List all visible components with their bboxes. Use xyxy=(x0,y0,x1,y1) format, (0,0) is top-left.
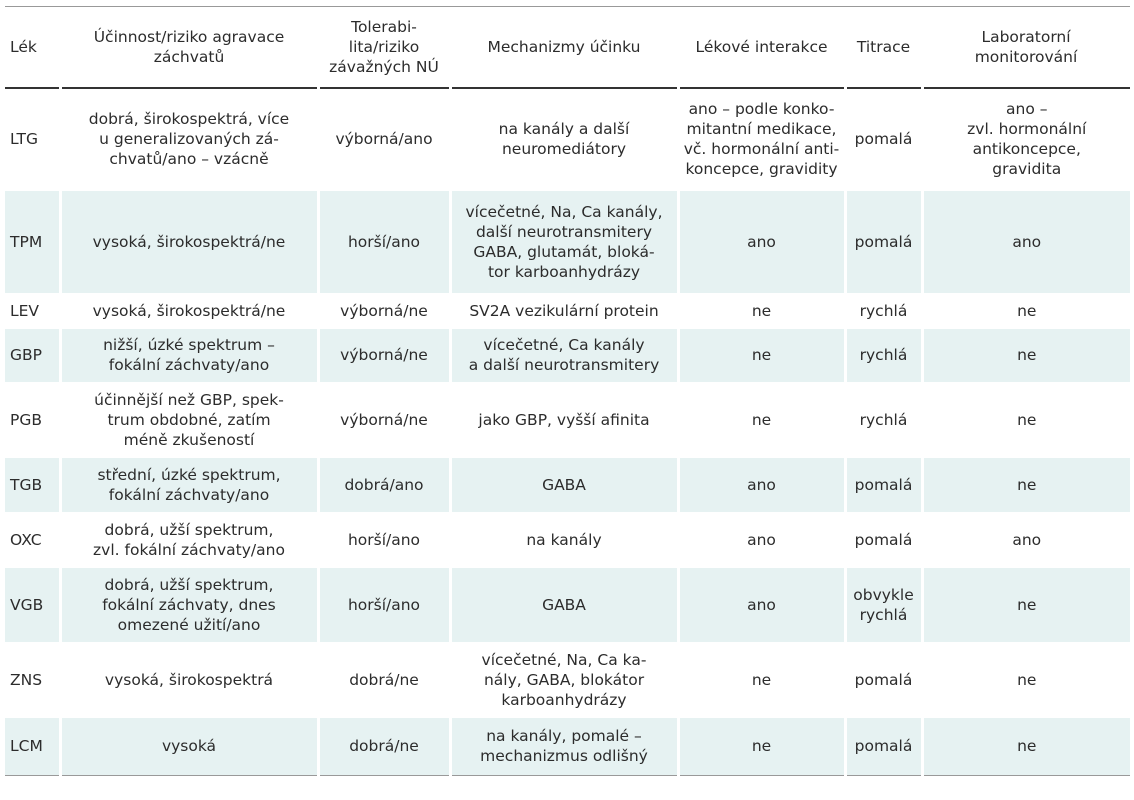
monitoring-cell: ne xyxy=(922,457,1130,512)
drug-cell: OXC xyxy=(5,512,60,567)
interactions-cell: ne xyxy=(678,642,845,717)
titration-cell: rychlá xyxy=(845,328,922,382)
efficacy-cell: nižší, úzké spektrum – fokální záchvaty/ano xyxy=(60,328,318,382)
efficacy-cell: střední, úzké spektrum, fokální záchvaty/ano xyxy=(60,457,318,512)
table-row xyxy=(5,457,1130,512)
efficacy-cell: vysoká, širokospektrá/ne xyxy=(60,293,318,328)
header-efficacy: Účinnost/riziko agravace záchvatů xyxy=(60,7,318,89)
tolerability-cell: výborná/ne xyxy=(318,293,450,328)
titration-cell: pomalá xyxy=(845,190,922,293)
mechanism-cell: vícečetné, Na, Ca ka- nály, GABA, blokátor karboanhydrázy xyxy=(450,642,678,717)
table-row xyxy=(5,293,1130,328)
titration-cell: pomalá xyxy=(845,88,922,190)
header-row xyxy=(5,7,1130,89)
tolerability-cell: dobrá/ne xyxy=(318,642,450,717)
table-row xyxy=(5,88,1130,190)
efficacy-cell: vysoká, širokospektrá xyxy=(60,642,318,717)
table-container xyxy=(5,6,1130,776)
table-row xyxy=(5,642,1130,717)
drug-cell: TPM xyxy=(5,190,60,293)
drug-cell: LTG xyxy=(5,88,60,190)
interactions-cell: ano xyxy=(678,190,845,293)
interactions-cell: ano xyxy=(678,457,845,512)
tolerability-cell: horší/ano xyxy=(318,512,450,567)
header-monitoring: Laboratorní monitorování xyxy=(922,7,1130,89)
table-row xyxy=(5,382,1130,457)
tolerability-cell: výborná/ano xyxy=(318,88,450,190)
mechanism-cell: GABA xyxy=(450,567,678,642)
table-row xyxy=(5,567,1130,642)
efficacy-cell: účinnější než GBP, spek- trum obdobné, zatím méně zkušeností xyxy=(60,382,318,457)
tolerability-cell: výborná/ne xyxy=(318,328,450,382)
efficacy-cell: vysoká xyxy=(60,717,318,775)
mechanism-cell: SV2A vezikulární protein xyxy=(450,293,678,328)
efficacy-cell: dobrá, širokospektrá, více u generalizovaných zá- chvatů/ano – vzácně xyxy=(60,88,318,190)
tolerability-cell: horší/ano xyxy=(318,567,450,642)
monitoring-cell: ano xyxy=(922,512,1130,567)
monitoring-cell: ne xyxy=(922,567,1130,642)
efficacy-cell: dobrá, užší spektrum, fokální záchvaty, dnes omezené užití/ano xyxy=(60,567,318,642)
interactions-cell: ano xyxy=(678,512,845,567)
mechanism-cell: GABA xyxy=(450,457,678,512)
table-row xyxy=(5,512,1130,567)
mechanism-cell: vícečetné, Ca kanály a další neurotransmitery xyxy=(450,328,678,382)
table-row xyxy=(5,190,1130,293)
antiepileptic-drug-comparison-table xyxy=(5,6,1130,776)
drug-cell: LEV xyxy=(5,293,60,328)
drug-cell: VGB xyxy=(5,567,60,642)
monitoring-cell: ano xyxy=(922,190,1130,293)
monitoring-cell: ne xyxy=(922,382,1130,457)
monitoring-cell: ne xyxy=(922,717,1130,775)
drug-cell: LCM xyxy=(5,717,60,775)
titration-cell: rychlá xyxy=(845,382,922,457)
tolerability-cell: dobrá/ne xyxy=(318,717,450,775)
mechanism-cell: na kanály, pomalé – mechanizmus odlišný xyxy=(450,717,678,775)
efficacy-cell: dobrá, užší spektrum, zvl. fokální záchvaty/ano xyxy=(60,512,318,567)
titration-cell: pomalá xyxy=(845,457,922,512)
monitoring-cell: ne xyxy=(922,328,1130,382)
drug-cell: ZNS xyxy=(5,642,60,717)
interactions-cell: ne xyxy=(678,293,845,328)
mechanism-cell: jako GBP, vyšší afinita xyxy=(450,382,678,457)
drug-cell: PGB xyxy=(5,382,60,457)
tolerability-cell: dobrá/ano xyxy=(318,457,450,512)
header-mechanism: Mechanizmy účinku xyxy=(450,7,678,89)
interactions-cell: ne xyxy=(678,382,845,457)
titration-cell: obvykle rychlá xyxy=(845,567,922,642)
titration-cell: pomalá xyxy=(845,717,922,775)
mechanism-cell: na kanály a další neuromediátory xyxy=(450,88,678,190)
efficacy-cell: vysoká, širokospektrá/ne xyxy=(60,190,318,293)
monitoring-cell: ne xyxy=(922,642,1130,717)
titration-cell: pomalá xyxy=(845,642,922,717)
titration-cell: rychlá xyxy=(845,293,922,328)
interactions-cell: ne xyxy=(678,328,845,382)
header-titration: Titrace xyxy=(845,7,922,89)
mechanism-cell: vícečetné, Na, Ca kanály, další neurotransmitery GABA, glutamát, bloká- tor karboanhydrázy xyxy=(450,190,678,293)
table-row xyxy=(5,717,1130,775)
titration-cell: pomalá xyxy=(845,512,922,567)
drug-cell: TGB xyxy=(5,457,60,512)
interactions-cell: ano xyxy=(678,567,845,642)
header-interactions: Lékové interakce xyxy=(678,7,845,89)
interactions-cell: ne xyxy=(678,717,845,775)
table-row xyxy=(5,328,1130,382)
interactions-cell: ano – podle konko- mitantní medikace, vč. hormonální anti- koncepce, gravidity xyxy=(678,88,845,190)
monitoring-cell: ne xyxy=(922,293,1130,328)
header-drug: Lék xyxy=(5,7,60,89)
mechanism-cell: na kanály xyxy=(450,512,678,567)
header-tolerability: Tolerabi- lita/riziko závažných NÚ xyxy=(318,7,450,89)
tolerability-cell: výborná/ne xyxy=(318,382,450,457)
drug-cell: GBP xyxy=(5,328,60,382)
tolerability-cell: horší/ano xyxy=(318,190,450,293)
monitoring-cell: ano – zvl. hormonální antikoncepce, gravidita xyxy=(922,88,1130,190)
